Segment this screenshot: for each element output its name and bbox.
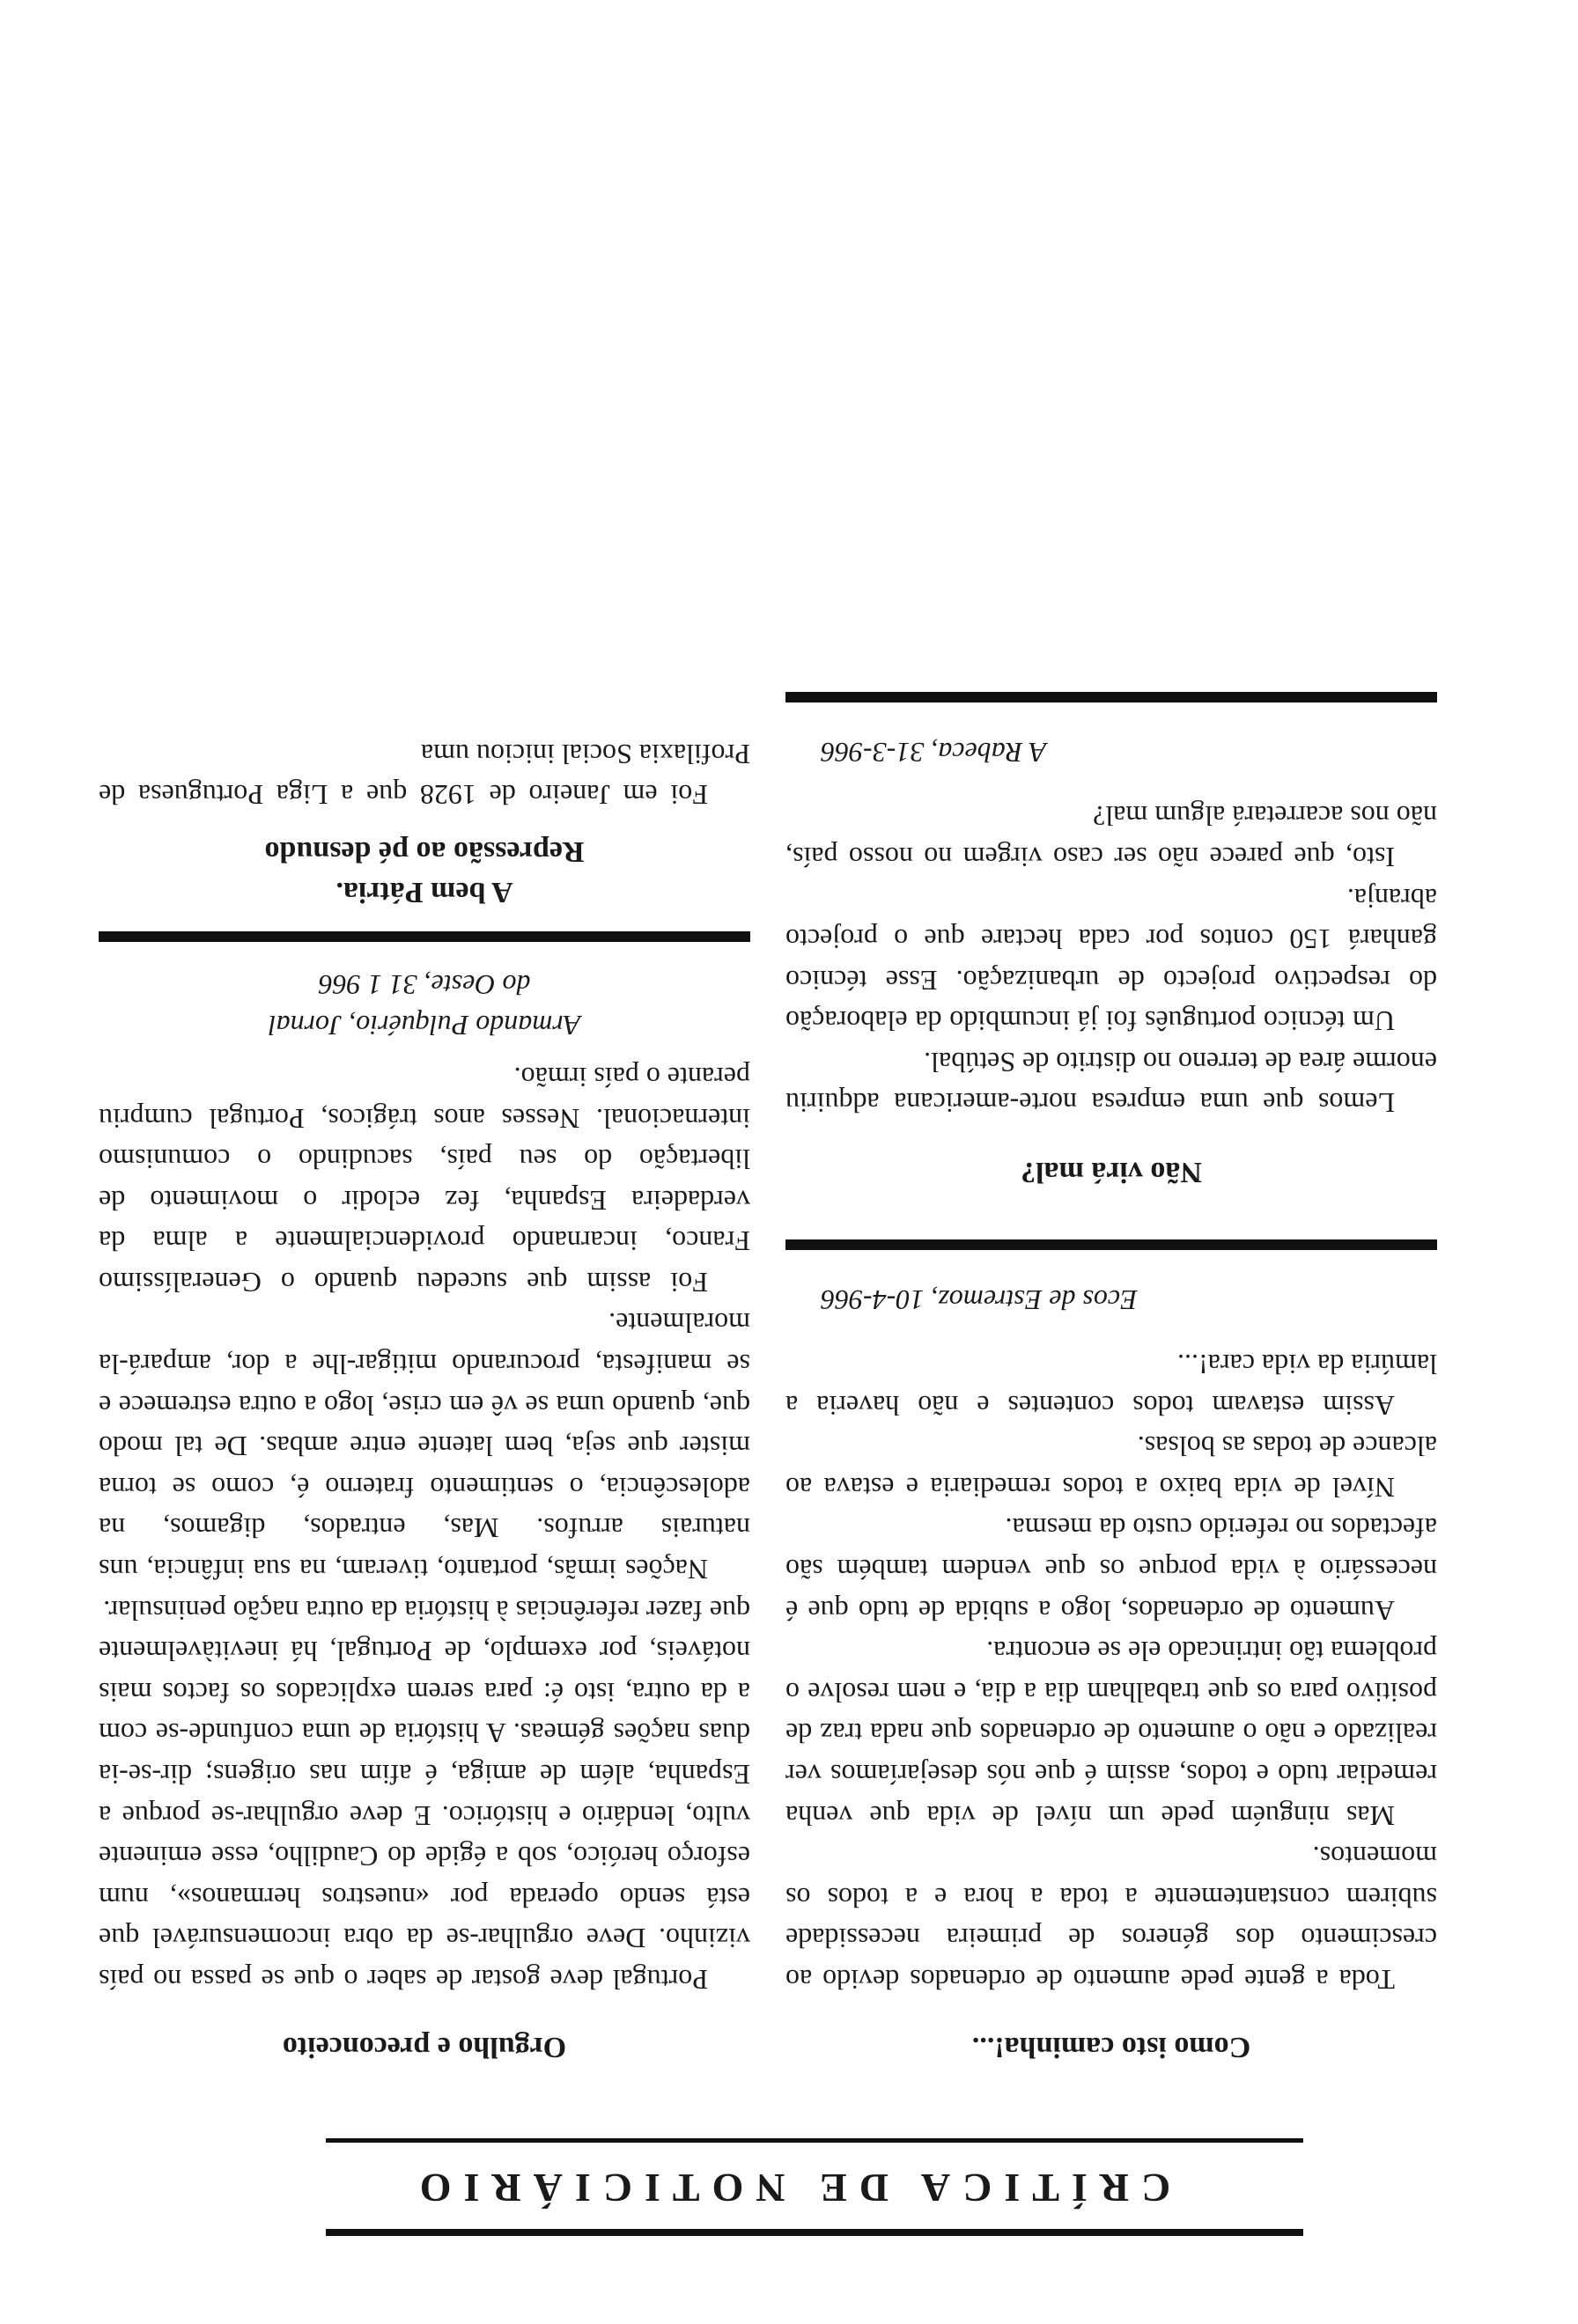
article-divider (785, 1240, 1437, 1251)
article-paragraph: Um técnico português foi já incumbido da elaboração do respectivo projecto de urbanização. Esse técnico ganhará 150 contos por cada hectare que o projecto abranja. (785, 882, 1437, 1038)
article-source: A Rabeca, 31-3-966 (821, 736, 1047, 769)
article-title: Como isto caminha!... (971, 2031, 1251, 2063)
article-paragraph: Mas ninguém pede um nível de vida que venha remediar tudo e todos, assim é que nós desejaríamos ver realizado e não o aumento de ordenados que nada traz de positivo para os que trabalham dia a dia, e nem resolve o problema tão intrincado ele se encontra. (785, 1636, 1437, 1832)
article-source: do Oeste, 31 1 966 (318, 969, 531, 1002)
article-paragraph: Portugal deve gostar de saber o que se passa no país vizinho. Deve orgulhar-se da obra incomensurável que está sendo operada por «nuestros hermanos», num esforço heróico, sob a égide do Caudilho, esse eminente vulto, lendário e histórico. E deve orgulhar-se porque a Espanha, além de amiga, é afim nas origens; dir-se-ia duas nações gémeas. A história de uma confunde-se com a da outra, isto é: para serem explicados os factos mais notáveis, por exemplo, de Portugal, há inevitàvelmente que fazer referências à história da outra nação peninsular. (99, 1594, 750, 1996)
article-paragraph: Aumento de ordenados, logo a subida de tudo que é necessário à vida porque os que vendem também são afectados no referido custo da mesma. (785, 1512, 1437, 1627)
header-rule-bottom (326, 2138, 1303, 2143)
article-source: Armando Pulquério, Jornal (268, 1010, 581, 1042)
article-divider (785, 692, 1437, 702)
section-title: CRÍTICA DE NOTICIÁRIO (407, 2166, 1171, 2210)
article-subtitle: Repressão ao pé desnudo (264, 835, 585, 869)
right-column (99, 733, 750, 2095)
article-paragraph: Foi em Janeiro de 1928 que a Liga Portuguesa de Profilaxia Social iniciou uma (99, 738, 750, 812)
article-paragraph: Toda a gente pede aumento de ordenados devido ao crescimento dos géneros de primeira necessidade subirem constantemente a toda a hora e a todos os momentos. (785, 1841, 1437, 1996)
article-paragraph: Nações irmãs, portanto, tiveram, na sua infância, uns naturais arrufos. Mas, entrados, digamos, na adolescência, o sentimento fraterno é, como se torna mister que seja, bem latente entre ambas. De tal modo que, quando uma se vê em crise, logo a outra estremece e se manifesta, procurando mitigar-lhe a dor, ampará-la moralmente. (99, 1307, 750, 1586)
article-title: Orgulho e preconceito (282, 2031, 567, 2063)
left-column (785, 692, 1437, 2095)
article-title: Não virá mal? (1021, 1156, 1202, 1189)
article-source: Ecos de Estremoz, 10-4-966 (821, 1284, 1138, 1317)
header-rule-top (326, 2229, 1303, 2236)
article-title: A bem Pátria. (336, 876, 513, 909)
article-divider (99, 931, 750, 942)
article-paragraph: Nível de vida baixo a todos remediaria e estava ao alcance de todas as bolsas. (785, 1430, 1437, 1504)
article-paragraph: Isto, que parece não ser caso virgem no nosso país, não nos acarretará algum mal? (785, 800, 1437, 873)
article-paragraph: Lemos que uma empresa norte-americana adquiriu enorme área de terreno no distrito de Setúbal. (785, 1046, 1437, 1120)
article-paragraph: Foi assim que sucedeu quando o Generalíssimo Franco, incarnando providencialmente a alma da verdadeira Espanha, fez eclodir o movimento de libertação do seu país, sacudindo o comunismo internacional. Nesses anos trágicos, Portugal cumpriu perante o país irmão. (99, 1061, 750, 1298)
article-paragraph: Assim estavam todos contentes e não haveria a lamúria da vida cara!... (785, 1349, 1437, 1422)
